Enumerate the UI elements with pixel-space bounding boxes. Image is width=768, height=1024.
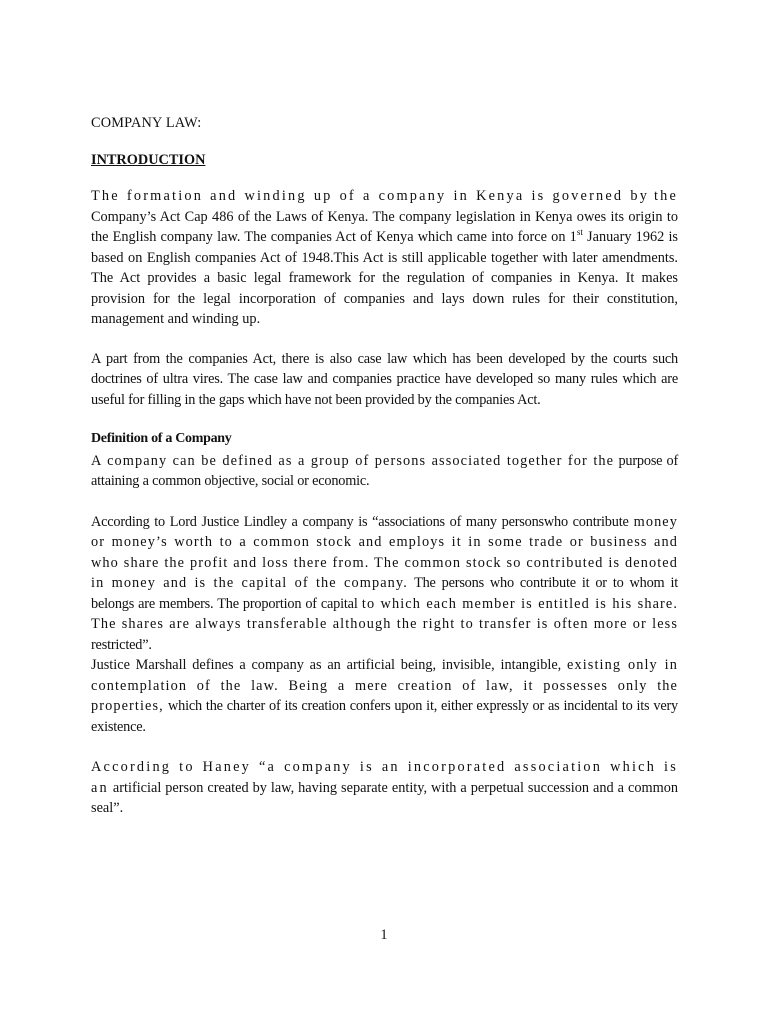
section-heading-introduction: INTRODUCTION	[91, 151, 206, 168]
definition-paragraph	[91, 451, 678, 492]
definition-wide-line: A company can be defined as a group of persons associated together for the	[91, 452, 615, 469]
ordinal-superscript: st	[576, 227, 583, 238]
lindley-paragraph	[91, 512, 678, 656]
lindley-part-4: to which each member is entitled is his share. The shares are always transferable although the right to transfer is often more or less	[91, 595, 679, 632]
intro-line-2-rest: Company’s Act Cap 486 of the Laws of Kenya. The company legislation in Kenya owes its origin to the English company law. The companies Act of Kenya which came into force on 1	[91, 208, 678, 245]
marshall-part-1: Justice Marshall defines a company as an artificial being, invisible, intangible,	[91, 657, 562, 673]
introduction-paragraph	[91, 186, 678, 330]
lindley-part-2: money or money’s worth to a common stock and employs it in some trade or business and who share the profit and loss there from. The common stock so contributed is denoted in money and is the capital of the company.	[91, 513, 679, 591]
marshall-part-3: which the charter of its creation confers upon it, either expressly or as incidental to its very existence.	[91, 698, 678, 735]
marshall-paragraph	[91, 655, 678, 737]
haney-paragraph	[91, 757, 678, 819]
case-law-paragraph: A part from the companies Act, there is also case law which has been developed by the courts such doctrines of ultra vires. The case law and companies practice have developed so many rules which are useful for filling in the gaps which have not been provided by the companies Act.	[91, 350, 678, 408]
intro-after-superscript: January 1962 is based on English companies Act of 1948.This Act is still applicable together with later amendments. The Act provides a basic legal framework for the regulation of companies in Kenya. It makes provision for the legal incorporation of companies and lays down rules for their constitution, management and winding up.	[91, 229, 678, 327]
intro-line-2-start: the	[653, 188, 679, 204]
lindley-part-3: The persons who contribute it or to whom it belongs are members. The proportion of capital	[91, 575, 678, 612]
intro-line-1: The formation and winding up of a company in Kenya is governed by	[91, 188, 650, 204]
definition-heading: Definition of a Company	[91, 431, 232, 446]
document-title: COMPANY LAW:	[91, 115, 202, 131]
lindley-part-1: According to Lord Justice Lindley a company is “associations of many personswho contribute	[91, 513, 629, 530]
marshall-part-2: existing only in contemplation of the law. Being a mere creation of law, it possesses only the properties,	[91, 657, 678, 714]
document-body	[91, 113, 678, 819]
page-number: 1	[380, 927, 388, 943]
haney-part-1: According to Haney “a company is an incorporated association which is an	[91, 759, 678, 796]
definition-rest: purpose of attaining a common objective, social or economic.	[91, 452, 678, 489]
lindley-part-5: restricted”.	[91, 636, 152, 653]
haney-part-2: artificial person created by law, having separate entity, with a perpetual succession and a common seal”.	[91, 779, 679, 816]
